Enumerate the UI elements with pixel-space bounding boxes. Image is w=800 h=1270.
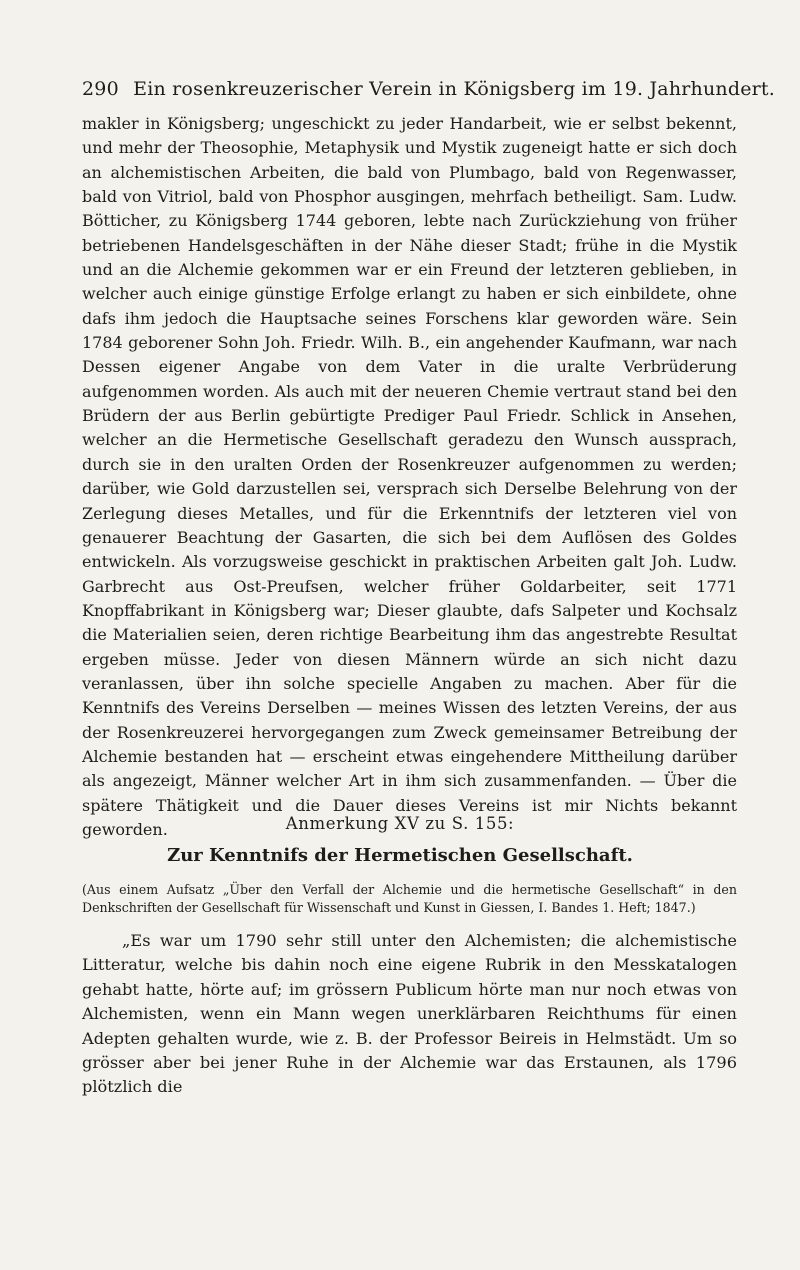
body-paragraph: makler in Königsberg; ungeschickt zu jeder Handarbeit, wie er selbst bekennt, und mehr der Theosophie, Metaphysik und Mystik zugeneigt hatte er sich doch an alchemistischen Arbeiten, die bald von Plumbago, bald von Regenwasser, bald von Vitriol, bald von Phosphor ausgingen, mehrfach betheiligt. Sam. Ludw. Bötticher, zu Königsberg 1744 geboren, lebte nach Zurückziehung von früher betriebenen Handelsgeschäften in der Nähe dieser Stadt; frühe in die Mystik und an die Alchemie gekommen war er ein Freund der letzteren geblieben, in welcher auch einige günstige Erfolge erlangt zu haben er sich einbildete, ohne dafs ihm jedoch die Hauptsache seines Forschens klar geworden wäre. Sein 1784 geborener Sohn Joh. Friedr. Wilh. B., ein angehender Kaufmann, war nach Dessen eigener Angabe von dem Vater in die uralte Verbrüderung aufgenommen worden. Als auch mit der neueren Chemie vertraut stand bei den Brüdern der aus Berlin gebürtigte Prediger Paul Friedr. Schlick in Ansehen, welcher an die Hermetische Gesellschaft geradezu den Wunsch aussprach, durch sie in den uralten Orden der Rosenkreuzer aufgenommen zu werden; darüber, wie Gold darzustellen sei, versprach sich Derselbe Belehrung von der Zerlegung dieses Metalles, und für die Erkenntnifs der letzteren viel von genauerer Beachtung der Gasarten, die sich bei dem Auflösen des Goldes entwickeln. Als vorzugsweise geschickt in praktischen Arbeiten galt Joh. Ludw. Garbrecht aus Ost-Preufsen, welcher früher Goldarbeiter, seit 1771 Knopffabrikant in Königsberg war; Dieser glaubte, dafs Salpeter und Kochsalz die Materialien seien, deren richtige Bearbeitung ihm das angestrebte Resultat ergeben müsse. Jeder von diesen Männern würde an sich nicht dazu veranlassen, über ihn solche specielle Angaben zu machen. Aber für die Kenntnifs des Vereins Derselben — meines Wissen des letzten Vereins, der aus der Rosenkreuzerei hervorgegangen zum Zweck gemeinsamer Betreibung der Alchemie bestanden hat — erscheint etwas eingehendere Mittheilung darüber als angezeigt, Männer welcher Art in ihm sich zusammenfanden. — Über die spätere Thätigkeit und die Dauer dieses Vereins ist mir Nichts bekannt geworden. xyxy=(82,114,737,839)
note-title: Zur Kenntnifs der Hermetischen Gesellschaft. xyxy=(167,845,633,866)
source-note: (Aus einem Aufsatz „Über den Verfall der Alchemie und die hermetische Gesellschaft“ in den Denkschriften der Gesellschaft für Wissenschaft und Kunst in Giessen, I. Bandes 1. Heft; 1847.) xyxy=(82,882,737,915)
running-title: Ein rosenkreuzerischer Verein in Königsberg im 19. Jahrhundert. xyxy=(133,78,776,100)
running-header xyxy=(82,78,776,100)
note-heading: Anmerkung XV zu S. 155: xyxy=(285,814,515,833)
page-number: 290 xyxy=(82,78,119,100)
quote-paragraph: „Es war um 1790 sehr still unter den Alchemisten; die alchemistische Litteratur, welche bis dahin noch eine eigene Rubrik in den Messkatalogen gehabt hatte, hörte auf; im grössern Publicum hörte man nur noch etwas von Alchemisten, wenn ein Mann wegen unerklärbaren Reichthums für einen Adepten gehalten wurde, wie z. B. der Professor Beireis in Helmstädt. Um so grösser aber bei jener Ruhe in der Alchemie war das Erstaunen, als 1796 plötzlich die xyxy=(82,931,737,1097)
